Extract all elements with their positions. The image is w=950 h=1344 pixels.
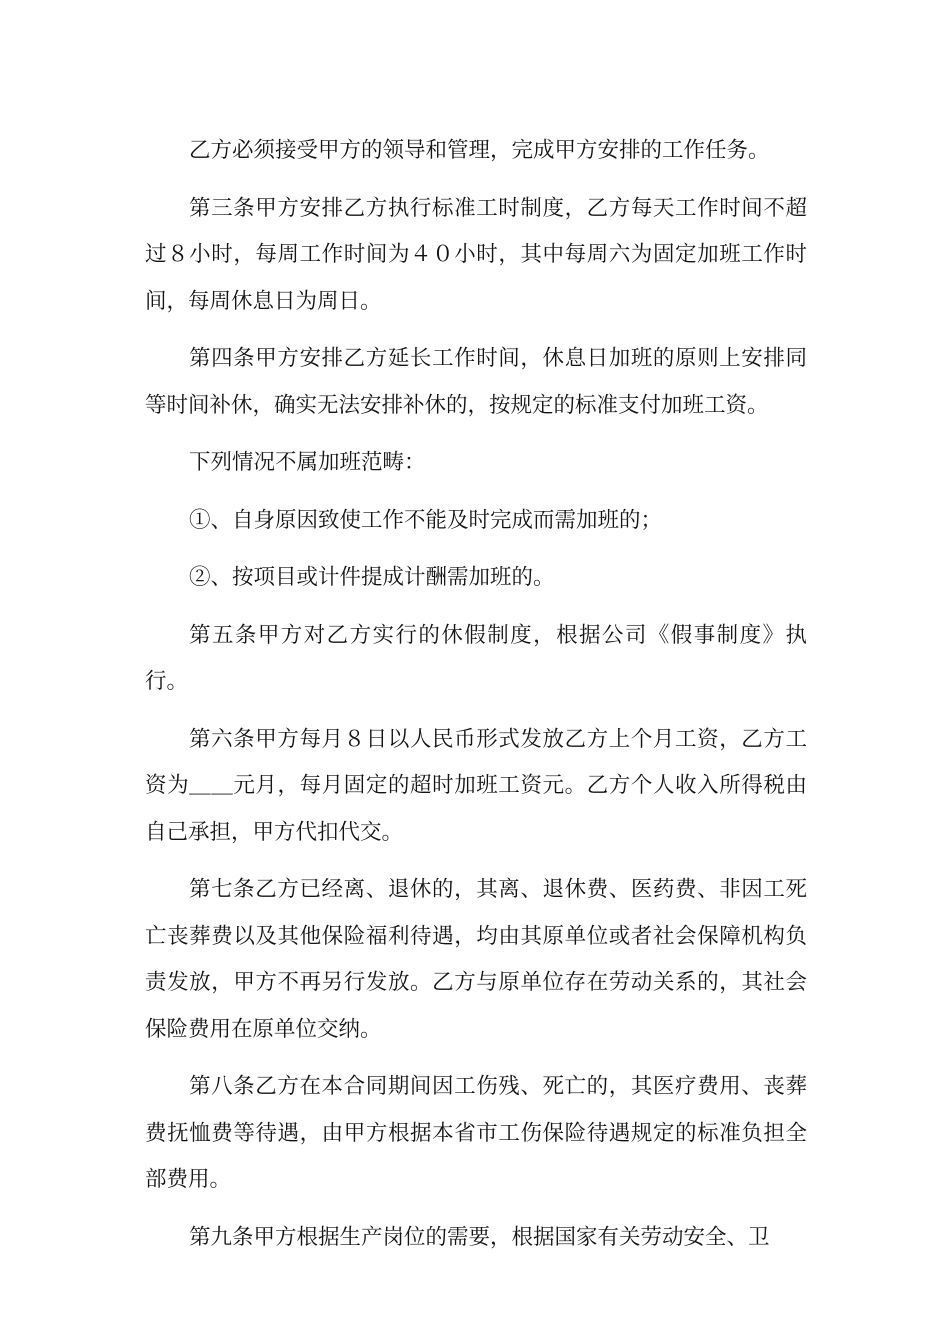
list-item-exclusion-2: ②、按项目或计件提成计酬需加班的。 [189, 565, 555, 590]
document-body [145, 128, 807, 1272]
paragraph-duties: 乙方必须接受甲方的领导和管理，完成甲方安排的工作任务。 [189, 138, 770, 163]
paragraph-article-9: 第九条甲方根据生产岗位的需要，根据国家有关劳动安全、卫 [189, 1224, 770, 1250]
paragraph-article-3: 第三条甲方安排乙方执行标准工时制度，乙方每天工作时间不超过８小时，每周工作时间为４０小时，其中每周六为固定加班工作时间，每周休息日为周日。 [145, 195, 807, 314]
paragraph-article-5: 第五条甲方对乙方实行的休假制度，根据公司《假事制度》执行。 [145, 622, 807, 694]
paragraph-article-8: 第八条乙方在本合同期间因工伤残、死亡的，其医疗费用、丧葬费抚恤费等待遇，由甲方根据本省市工伤保险待遇规定的标准负担全部费用。 [145, 1074, 807, 1192]
paragraph-article-4: 第四条甲方安排乙方延长工作时间，休息日加班的原则上安排同等时间补休，确实无法安排补休的，按规定的标准支付加班工资。 [145, 346, 807, 418]
paragraph-article-6: 第六条甲方每月８日以人民币形式发放乙方上个月工资，乙方工资为＿＿元月，每月固定的超时加班工资元。乙方个人收入所得税由自己承担，甲方代扣代交。 [145, 726, 807, 845]
list-item-exclusion-1: ①、自身原因致使工作不能及时完成而需加班的； [189, 507, 663, 533]
paragraph-overtime-exclusions: 下列情况不属加班范畴： [189, 450, 426, 475]
paragraph-article-7: 第七条乙方已经离、退休的，其离、退休费、医药费、非因工死亡丧葬费以及其他保险福利待遇，均由其原单位或者社会保障机构负责发放，甲方不再另行发放。乙方与原单位存在劳动关系的，其社会保险费用在原单位交纳。 [145, 877, 807, 1042]
